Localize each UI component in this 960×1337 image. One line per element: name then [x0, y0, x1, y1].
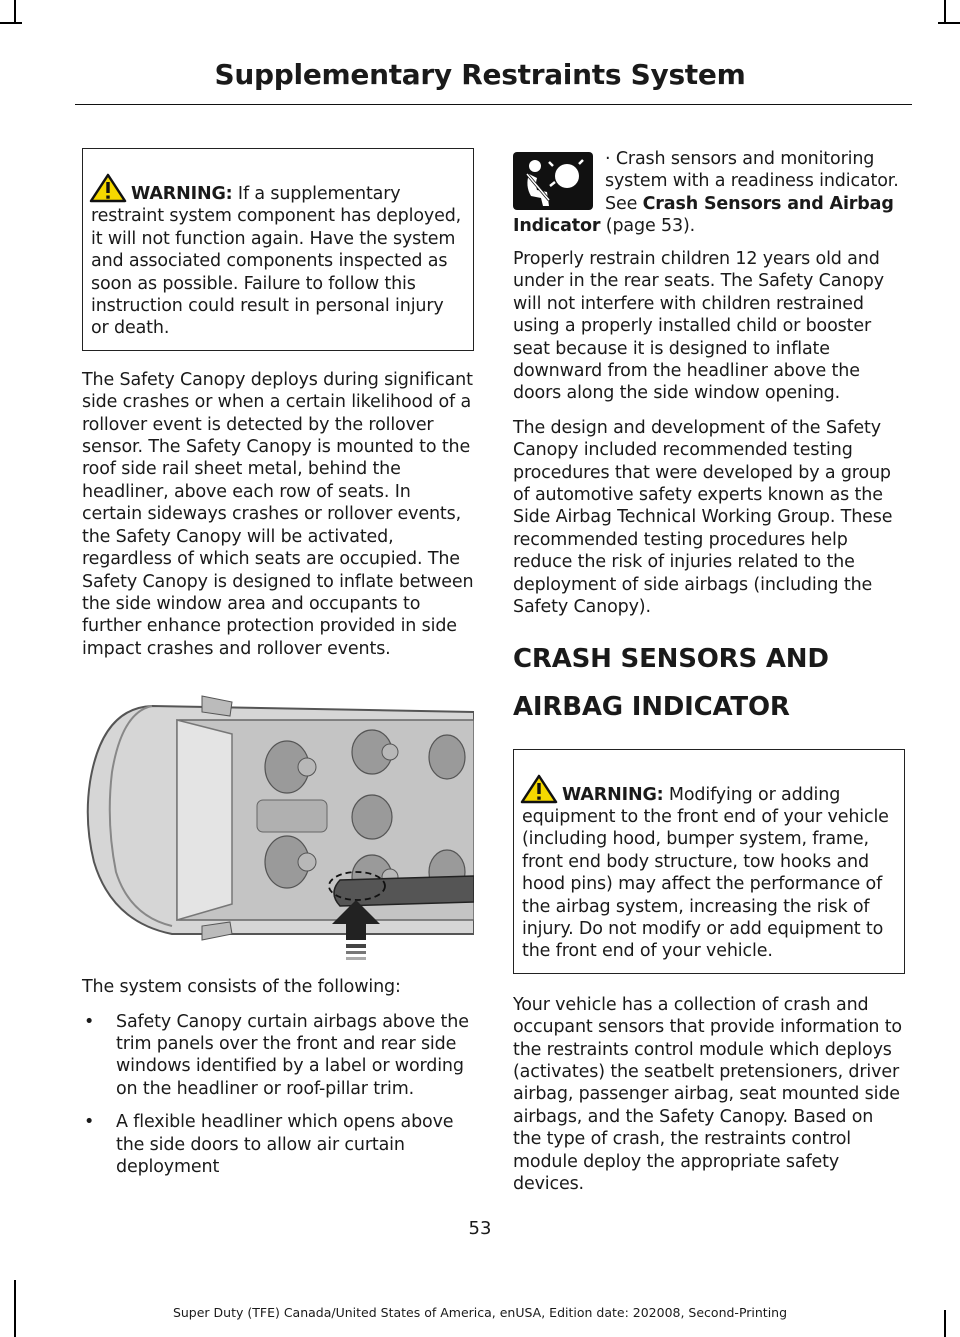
title-rule	[75, 104, 912, 105]
warning-paragraph	[91, 173, 465, 340]
section-heading	[513, 641, 905, 725]
crop-mark-top-left-h	[0, 22, 22, 24]
warning-triangle-icon	[520, 774, 558, 804]
heading-line-1: CRASH SENSORS AND	[513, 643, 829, 674]
system-consists-paragraph: The system consists of the following:	[82, 977, 401, 998]
warning-triangle-icon	[89, 173, 127, 203]
page-title: Supplementary Restraints System	[214, 58, 746, 91]
warning-label: WARNING:	[131, 184, 233, 204]
design-paragraph: The design and development of the Safety Canopy included recommended testing procedures that were developed by a group of automotive safety experts known as the Side Airbag Technical Working Group. These recommended testing procedures help reduce the risk of injuries related to the deployment of side airbags (including the Safety Canopy).	[513, 417, 893, 618]
crash-sensor-text: · Crash sensors and monitoring system with a readiness indicator. See	[605, 149, 899, 214]
left-column	[82, 148, 474, 1189]
footer-edition-note: Super Duty (TFE) Canada/United States of America, enUSA, Edition date: 202008, Second-Printing	[172, 1305, 788, 1320]
sensors-paragraph: Your vehicle has a collection of crash and occupant sensors that provide information to the restraints control module which deploys (activates) the seatbelt pretensioners, driver airbag, passenger airbag, seat mounted side airbags, and the Safety Canopy. Based on the type of crash, the restraints control module deploy the appropriate safety devices.	[513, 994, 902, 1194]
airbag-indicator-icon	[513, 152, 593, 210]
right-column	[513, 148, 905, 1207]
page-number: 53	[468, 1218, 492, 1239]
warning-paragraph	[522, 774, 896, 963]
page-reference: (page 53).	[600, 216, 696, 237]
list-item: • A flexible headliner which opens above the side doors to allow air curtain deployment	[82, 1111, 474, 1178]
up-arrow-icon	[330, 900, 382, 968]
list-item: • Safety Canopy curtain airbags above the trim panels over the front and rear side windows identified by a label or wording on the headliner or roof-pillar trim.	[82, 1011, 474, 1101]
warning-text: If a supplementary restraint system component has deployed, it will not function again. Have the system and associated components inspected as soon as possible. Failure to follow this instruction could result in personal injury or death.	[91, 184, 462, 339]
crash-sensors-link[interactable]: Crash Sensors and Airbag Indicator	[513, 193, 894, 237]
vehicle-illustration	[82, 672, 474, 960]
warning-text: Modifying or adding equipment to the front end of your vehicle (including hood, bumper system, frame, front end body structure, tow hooks and hood pins) may affect the performance of the airbag system, increasing the risk of injury. Do not modify or add equipment to the front end of your vehicle.	[522, 784, 889, 962]
warning-label: WARNING:	[562, 784, 664, 805]
crash-sensor-item	[513, 148, 905, 240]
warning-box-deployed	[82, 148, 474, 351]
crop-mark-top-right	[944, 0, 946, 22]
safety-canopy-paragraph: The Safety Canopy deploys during significant side crashes or when a certain likelihood of a rollover event is detected by the rollover sensor. The Safety Canopy is mounted to the roof side rail sheet metal, behind the headliner, above each row of seats. In certain sideways crashes or rollover events, the Safety Canopy will be activated, regardless of which seats are occupied. The Safety Canopy is designed to inflate between the side window area and occupants to further enhance protection provided in side impact crashes and rollover events.	[82, 369, 474, 659]
crop-mark-top-right-h	[938, 22, 960, 24]
children-paragraph: Properly restrain children 12 years old and under in the rear seats. The Safety Canopy will not interfere with children restrained using a properly installed child or booster seat because it is designed to inflate downward from the headliner above the doors along the side window opening.	[513, 249, 884, 404]
components-list	[82, 1011, 474, 1179]
crop-mark-top-left	[14, 0, 16, 22]
warning-box-modifying	[513, 749, 905, 974]
heading-line-2: AIRBAG INDICATOR	[513, 691, 790, 722]
